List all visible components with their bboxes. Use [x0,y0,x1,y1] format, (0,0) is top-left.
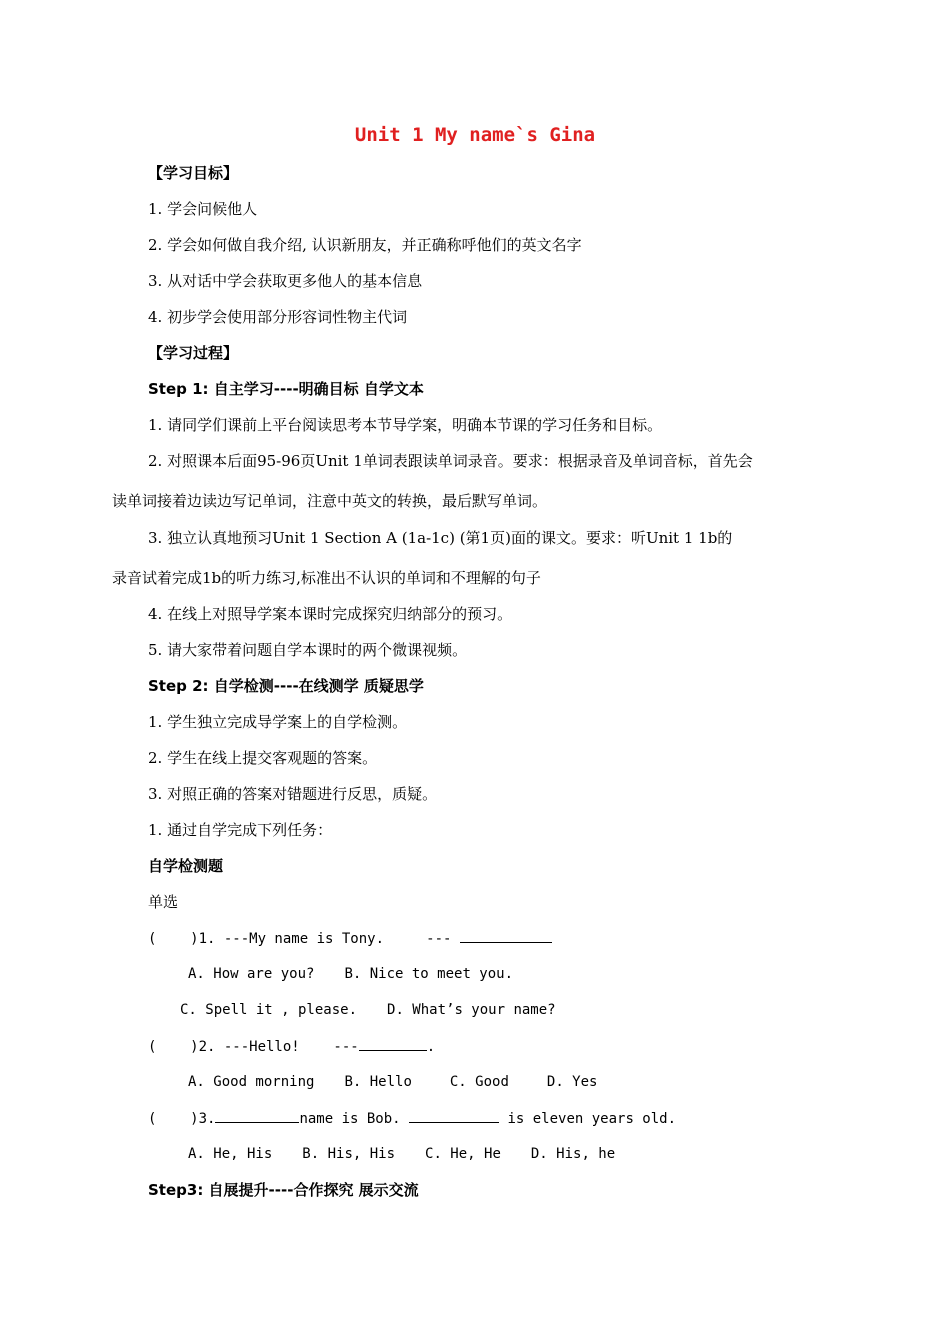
answer-blank[interactable] [215,1108,299,1123]
step1-heading: Step 1: 自主学习----明确目标 自学文本 [148,380,424,398]
option-c: C. Spell it , please. [180,1002,358,1018]
question-2-stem-end: . [426,1039,436,1055]
answer-blank[interactable] [359,1036,427,1051]
process-heading: 【学习过程】 [148,344,239,362]
question-3-stem-mid: name is Bob. [299,1111,410,1127]
step2-item: 2. 学生在线上提交客观题的答案。 [148,749,378,767]
option-a: A. He, His [188,1146,273,1162]
step2-heading: Step 2: 自学检测----在线测学 质疑思学 [148,677,424,695]
option-c: C. He, He [425,1146,501,1162]
step2-item: 1. 学生独立完成导学案上的自学检测。 [148,713,408,731]
objective-item: 1. 学会问候他人 [148,200,258,218]
step2-item: 3. 对照正确的答案对错题进行反思，质疑。 [148,785,438,803]
option-d: D. Yes [546,1074,598,1090]
question-2 [148,1036,435,1057]
option-b: B. His, His [302,1146,396,1162]
step1-item-continued: 读单词接着边读边写记单词，注意中英文的转换，最后默写单词。 [112,492,548,510]
quiz-heading: 自学检测题 [148,857,224,875]
quiz-type-label: 单选 [148,893,179,911]
question-1-stem: ( )1. ---My name is Tony. --- [148,931,460,947]
objective-item: 2. 学会如何做自我介绍, 认识新朋友，并正确称呼他们的英文名字 [148,236,582,254]
question-1-options-row2 [180,1000,586,1020]
question-3-stem: ( )3. [148,1111,216,1127]
option-a: A. Good morning [188,1074,315,1090]
step3-heading: Step3: 自展提升----合作探究 展示交流 [148,1181,419,1199]
question-1 [148,928,552,949]
question-2-options [188,1072,627,1092]
question-1-options-row1 [188,964,543,984]
step1-item: 4. 在线上对照导学案本课时完成探究归纳部分的预习。 [148,605,513,623]
page-title: Unit 1 My name`s Gina [354,124,596,146]
question-3-options [188,1144,645,1164]
question-3 [148,1108,676,1129]
option-b: B. Hello [344,1074,412,1090]
step2-item: 1. 通过自学完成下列任务： [148,821,333,839]
step1-item: 1. 请同学们课前上平台阅读思考本节导学案，明确本节课的学习任务和目标。 [148,416,663,434]
objective-item: 3. 从对话中学会获取更多他人的基本信息 [148,272,423,290]
option-b: B. Nice to meet you. [344,966,514,982]
objective-item: 4. 初步学会使用部分形容词性物主代词 [148,308,408,326]
step1-item: 5. 请大家带着问题自学本课时的两个微课视频。 [148,641,468,659]
step1-item: 2. 对照课本后面95-96页Unit 1单词表跟读单词录音。要求：根据录音及单词音标，首先会 [148,452,753,470]
option-d: D. What’s your name? [387,1002,556,1018]
answer-blank[interactable] [409,1108,499,1123]
option-d: D. His, he [530,1146,616,1162]
step1-item-continued: 录音试着完成1b的听力练习,标准出不认识的单词和不理解的句子 [112,569,541,587]
question-3-stem-end: is eleven years old. [499,1111,677,1127]
step1-item: 3. 独立认真地预习Unit 1 Section A (1a-1c) (第1页)面的课文。要求：听Unit 1 1b的 [148,529,733,547]
option-c: C. Good [449,1074,509,1090]
answer-blank[interactable] [460,928,552,943]
option-a: A. How are you? [188,966,315,982]
objectives-heading: 【学习目标】 [148,164,239,182]
question-2-stem: ( )2. ---Hello! --- [148,1039,359,1055]
